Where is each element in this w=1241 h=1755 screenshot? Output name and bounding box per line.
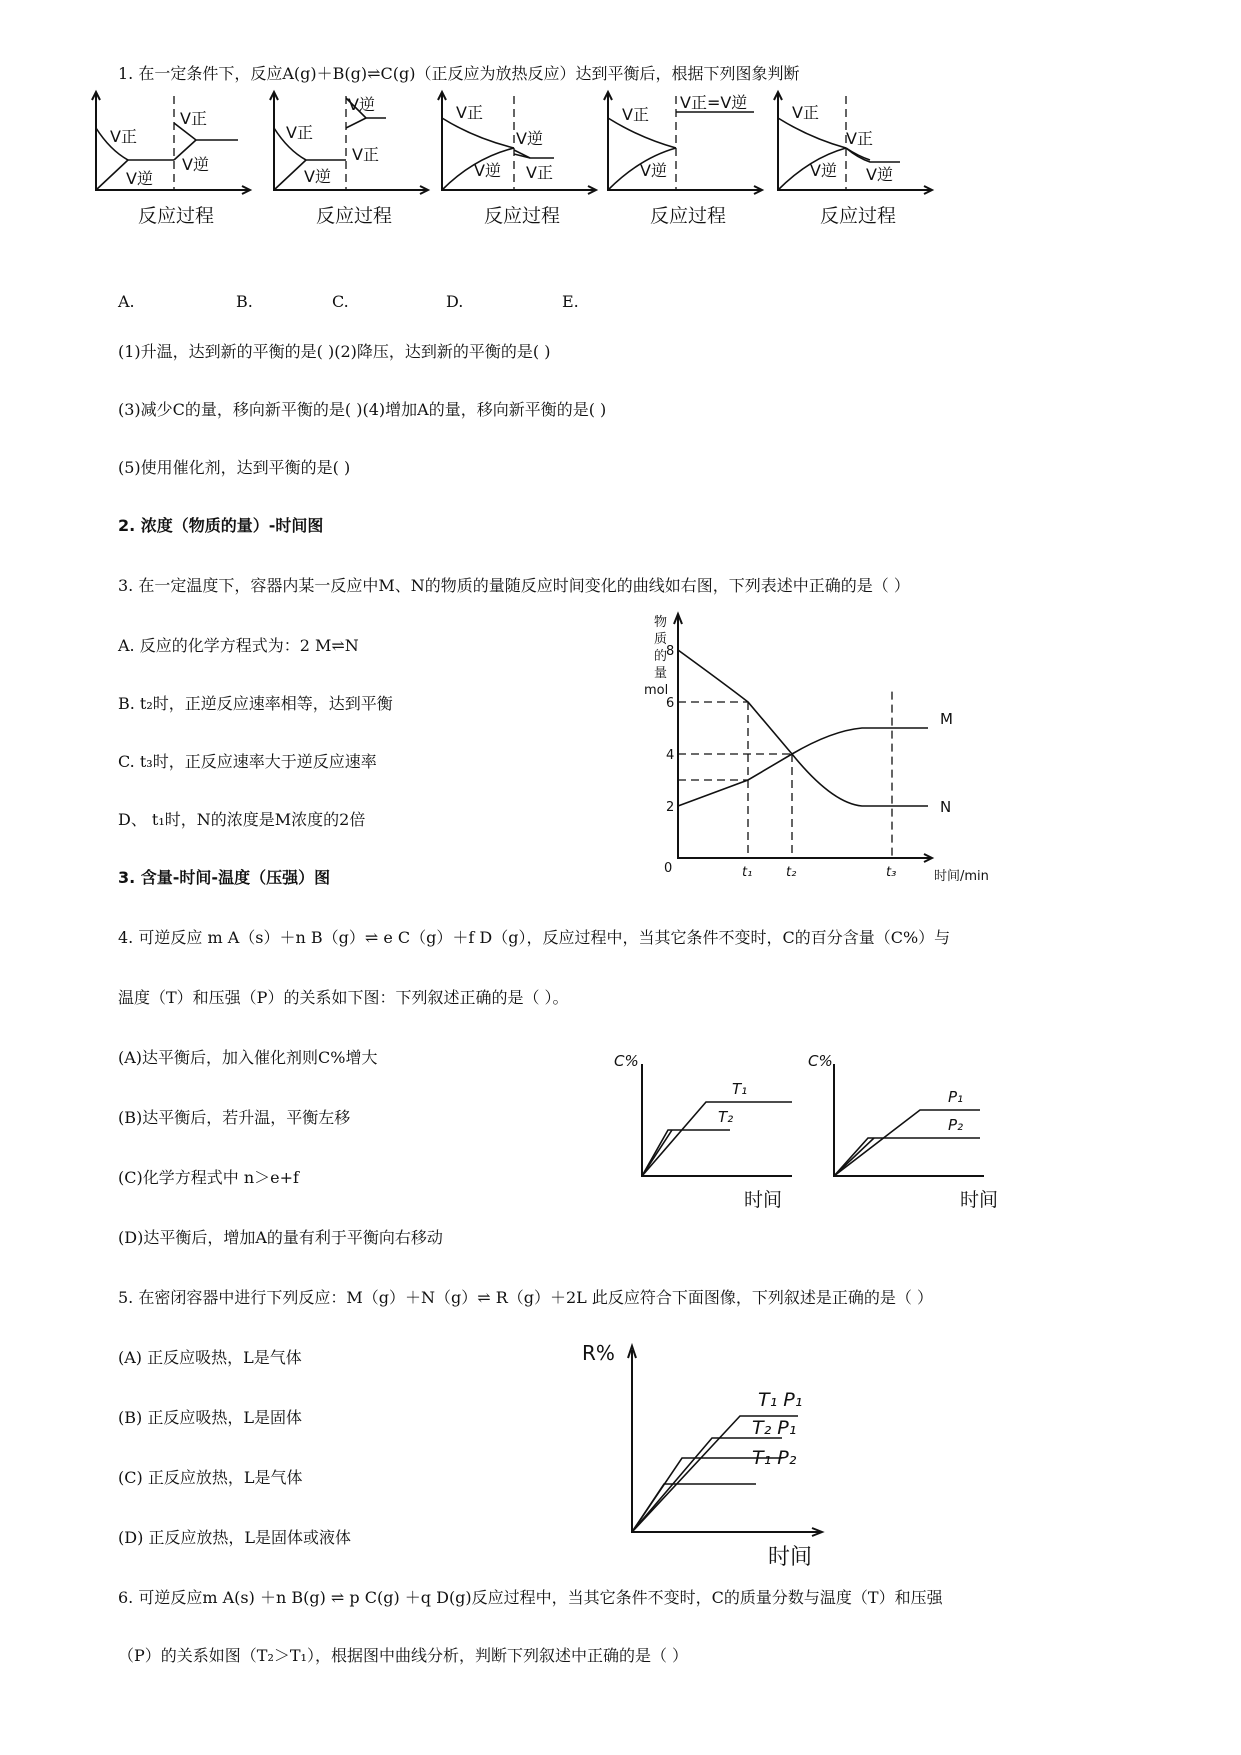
- q4g2-ylabel: C%: [808, 1052, 833, 1070]
- q1-sub3: (5)使用催化剂，达到平衡的是( ): [118, 458, 351, 477]
- q4g1-label-t1: T₁: [732, 1080, 748, 1098]
- q1c-label3: V逆: [516, 129, 543, 148]
- q6-stem-line2: （P）的关系如图（T₂＞T₁），根据图中曲线分析，判断下列叙述中正确的是（ ）: [118, 1646, 689, 1665]
- q1a-xlabel: 反应过程: [138, 205, 215, 227]
- q1c-xlabel: 反应过程: [484, 205, 561, 227]
- q4-option-b: (B)达平衡后，若升温，平衡左移: [118, 1108, 351, 1127]
- q1-graph-e: [770, 88, 940, 233]
- q5-option-c: (C) 正反应放热，L是气体: [118, 1468, 303, 1487]
- q6-stem-line1: 6. 可逆反应m A(s) ＋n B(g) ⇌ p C(g) ＋q D(g)反应过程中，当其它条件不变时，C的质量分数与温度（T）和压强: [118, 1588, 943, 1607]
- q1-graph-a: [88, 88, 258, 233]
- q4-option-a: (A)达平衡后，加入催化剂则C%增大: [118, 1048, 378, 1067]
- option-letter-d: D.: [446, 292, 464, 311]
- q3-series-m-label: M: [940, 710, 953, 728]
- q3-option-d: D、 t₁时，N的浓度是M浓度的2倍: [118, 810, 366, 829]
- q4-stem-line1: 4. 可逆反应 m A（s）＋n B（g）⇌ e C（g）＋f D（g），反应过程中，当其它条件不变时，C的百分含量（C%）与: [118, 928, 951, 947]
- q5-option-d: (D) 正反应放热，L是固体或液体: [118, 1528, 352, 1547]
- section2-heading: 2. 浓度（物质的量）-时间图: [118, 516, 324, 535]
- q1-graph-b: [266, 88, 436, 233]
- q1c-label4: V正: [526, 163, 553, 182]
- q1e-label1: V正: [792, 103, 819, 122]
- q3-ytick-2: 2: [666, 800, 675, 815]
- q4g2-xlabel: 时间: [960, 1189, 999, 1211]
- q3-xtick-t2: t₂: [786, 865, 797, 880]
- q1d-xlabel: 反应过程: [650, 205, 727, 227]
- q3-guide-t1: [678, 702, 748, 858]
- q4g1-label-t2: T₂: [718, 1108, 734, 1126]
- q3-ylabel-5: mol: [644, 683, 669, 698]
- option-letter-b: B.: [236, 292, 253, 311]
- q4g1-xlabel: 时间: [744, 1189, 783, 1211]
- q5-graph: [580, 1340, 840, 1570]
- q5-xlabel: 时间: [768, 1545, 813, 1570]
- q3-option-c: C. t₃时，正反应速率大于逆反应速率: [118, 752, 377, 771]
- q1c-label2: V逆: [474, 161, 501, 180]
- q4-option-d: (D)达平衡后，增加A的量有利于平衡向右移动: [118, 1228, 443, 1247]
- q3-origin: 0: [664, 861, 673, 876]
- section3-heading: 3. 含量-时间-温度（压强）图: [118, 868, 331, 887]
- q4g1-ylabel: C%: [614, 1052, 639, 1070]
- q1e-label4: V逆: [866, 165, 893, 184]
- q3-stem: 3. 在一定温度下，容器内某一反应中M、N的物质的量随反应时间变化的曲线如右图，下列表述中正确的是（ ）: [118, 576, 910, 595]
- q5-label-t1p2: T₁ P₂: [752, 1447, 797, 1469]
- q1d-label2: V逆: [640, 161, 667, 180]
- q5-option-a: (A) 正反应吸热，L是气体: [118, 1348, 302, 1367]
- q1b-label2: V逆: [304, 167, 331, 186]
- q3-series-n-label: N: [940, 798, 952, 816]
- q3-ylabel-2: 质: [654, 632, 668, 647]
- q1a-label3: V逆: [126, 169, 153, 188]
- q5-option-b: (B) 正反应吸热，L是固体: [118, 1408, 302, 1427]
- q1b-label4: V正: [352, 145, 379, 164]
- q1d-label1: V正: [622, 105, 649, 124]
- q1c-label1: V正: [456, 103, 483, 122]
- q1a-label2: V正: [180, 109, 207, 128]
- option-letter-e: E.: [562, 292, 579, 311]
- q3-ytick-6: 6: [666, 696, 675, 711]
- q3-ytick-4: 4: [666, 748, 675, 763]
- q3-ytick-8: 8: [666, 644, 675, 659]
- q1-graph-d: [600, 88, 770, 233]
- q1e-label3: V正: [846, 129, 873, 148]
- q5-stem: 5. 在密闭容器中进行下列反应：M（g）＋N（g）⇌ R（g）＋2L 此反应符合下面图像，下列叙述是正确的是（ ）: [118, 1288, 933, 1307]
- q1-sub1: (1)升温，达到新的平衡的是( )(2)降压，达到新的平衡的是( ): [118, 342, 551, 361]
- q4-stem-line2: 温度（T）和压强（P）的关系如下图：下列叙述正确的是（ ）。: [118, 988, 569, 1007]
- q4g2-label-p1: P₁: [948, 1088, 964, 1106]
- q1a-label4: V逆: [182, 155, 209, 174]
- option-letter-c: C.: [332, 292, 349, 311]
- q4-graph-temperature: [612, 1050, 812, 1210]
- q3-ylabel-3: 的: [654, 649, 668, 664]
- q3-ylabel-1: 物: [654, 615, 668, 630]
- q3-xtick-t3: t₃: [886, 865, 897, 880]
- q1d-label3: V正=V逆: [680, 93, 748, 112]
- q3-option-b: B. t₂时，正逆反应速率相等，达到平衡: [118, 694, 393, 713]
- q5-label-t1p1: T₁ P₁: [758, 1389, 803, 1411]
- q1b-xlabel: 反应过程: [316, 205, 393, 227]
- q4-graph-pressure: [804, 1050, 1004, 1210]
- q3-xlabel: 时间/min: [934, 869, 989, 884]
- q1e-label2: V逆: [810, 161, 837, 180]
- q3-ylabel-4: 量: [654, 666, 668, 681]
- q1b-label3: V逆: [348, 95, 375, 114]
- q3-option-a: A. 反应的化学方程式为：2 M⇌N: [118, 636, 359, 655]
- q3-chart: [630, 610, 1000, 890]
- q3-xtick-t1: t₁: [742, 865, 753, 880]
- q4-option-c: (C)化学方程式中 n＞e+f: [118, 1168, 299, 1187]
- q5-ylabel: R%: [582, 1341, 615, 1365]
- q4g2-label-p2: P₂: [948, 1116, 964, 1134]
- q1e-xlabel: 反应过程: [820, 205, 897, 227]
- q1a-label1: V正: [110, 127, 137, 146]
- q3-guide-t2: [678, 754, 792, 858]
- q1-sub2: (3)减少C的量，移向新平衡的是( )(4)增加A的量，移向新平衡的是( ): [118, 400, 607, 419]
- q1-graph-c: [434, 88, 604, 233]
- q5-label-t2p1: T₂ P₁: [752, 1417, 797, 1439]
- option-letter-a: A.: [118, 292, 135, 311]
- q1b-label1: V正: [286, 123, 313, 142]
- q1-stem: 1. 在一定条件下，反应A(g)＋B(g)⇌C(g)（正反应为放热反应）达到平衡后，根据下列图象判断: [118, 64, 800, 83]
